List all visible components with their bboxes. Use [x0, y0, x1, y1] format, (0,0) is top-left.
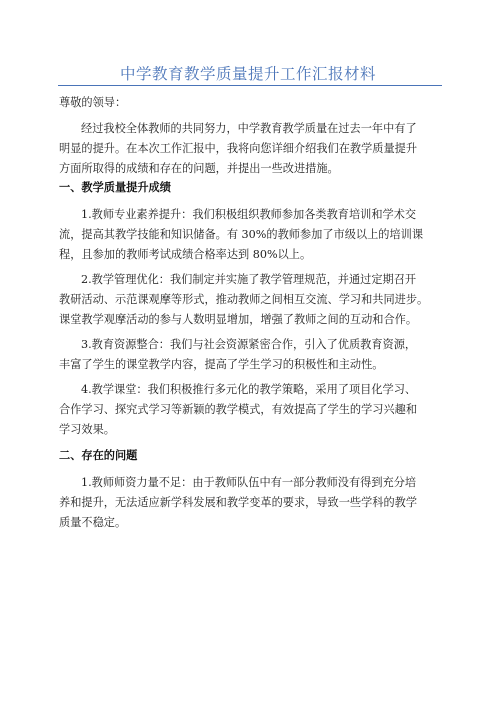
- intro-paragraph: [59, 119, 451, 179]
- intro-line: 方面所取得的成绩和存在的问题，并提出一些改进措施。: [59, 162, 339, 175]
- achievement-item-2: [59, 270, 451, 330]
- intro-line: 经过我校全体教师的共同努力，中学教育教学质量在过去一年中有了: [81, 122, 417, 135]
- item-line: 丰富了学生的课堂教学内容，提高了学生学习的积极性和主动性。: [59, 358, 384, 371]
- document-title: 中学教育教学质量提升工作汇报材料: [119, 65, 376, 83]
- item-line: 合作学习、探究式学习等新颖的教学模式，有效提高了学生的学习兴趣和: [59, 403, 418, 416]
- achievement-item-4: [59, 380, 451, 440]
- item-line: 3.教育资源整合：我们与社会资源紧密合作，引入了优质教育资源，: [81, 338, 417, 351]
- item-line: 4.教学课堂：我们积极推行多元化的教学策略，采用了项目化学习、: [81, 383, 417, 396]
- section-heading-achievements: 一、教学质量提升成绩: [59, 181, 171, 194]
- item-line: 程，且参加的教师考试成绩合格率达到 80%以上。: [59, 248, 312, 261]
- item-line: 养和提升，无法适应新学科发展和教学变革的要求，导致一些学科的教学: [59, 496, 418, 509]
- salutation: 尊敬的领导：: [59, 96, 127, 109]
- section-heading-problems: 二、存在的问题: [59, 449, 138, 462]
- item-line: 学习效果。: [59, 423, 115, 436]
- item-line: 流，提高其教学技能和知识储备。有 30%的教师参加了市级以上的培训课: [59, 228, 424, 241]
- item-line: 教研活动、示范课观摩等形式，推动教师之间相互交流、学习和共同进步。: [59, 293, 429, 306]
- intro-line: 明显的提升。在本次工作汇报中，我将向您详细介绍我们在教学质量提升: [59, 142, 418, 155]
- item-line: 1.教师师资力量不足：由于教师队伍中有一部分教师没有得到充分培: [81, 476, 417, 489]
- title-underline: [58, 85, 442, 86]
- item-line: 2.教学管理优化：我们制定并实施了教学管理规范，并通过定期召开: [81, 273, 417, 286]
- item-line: 课堂教学观摩活动的参与人数明显增加，增强了教师之间的互动和合作。: [59, 313, 418, 326]
- achievement-item-1: [59, 205, 451, 265]
- item-line: 1.教师专业素养提升：我们积极组织教师参加各类教育培训和学术交: [81, 208, 417, 221]
- item-line: 质量不稳定。: [59, 516, 127, 529]
- problem-item-1: [59, 473, 451, 533]
- achievement-item-3: [59, 335, 451, 375]
